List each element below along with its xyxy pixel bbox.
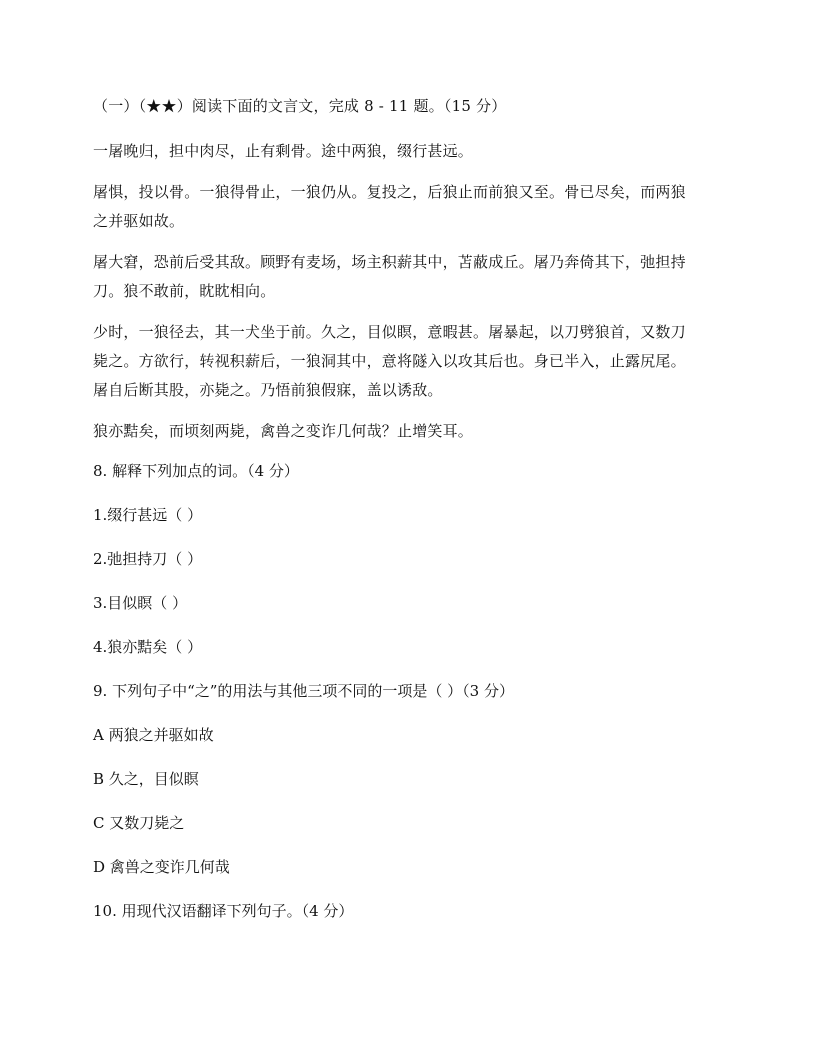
question-9-option-d: D 禽兽之变诈几何哉 [93,858,230,876]
question-8-item-2: 2.弛担持刀（ ） [93,550,203,568]
passage-paragraph-4 [93,318,729,405]
question-8-item-1: 1.缀行甚远（ ） [93,506,203,524]
question-9-option-c: C 又数刀毙之 [93,814,185,832]
question-9-stem: 9. 下列句子中“之”的用法与其他三项不同的一项是（ ）（3 分） [93,682,514,700]
passage-line: 屠自后断其股，亦毙之。乃悟前狼假寐，盖以诱敌。 [93,381,443,399]
document-page [93,93,729,942]
passage-line: 一屠晚归，担中肉尽，止有剩骨。途中两狼，缀行甚远。 [93,142,474,160]
question-8-stem: 8. 解释下列加点的词。（4 分） [93,462,299,480]
passage-line: 屠惧，投以骨。一狼得骨止，一狼仍从。复投之，后狼止而前狼又至。骨已尽矣，而两狼 [93,183,686,201]
passage-line: 之并驱如故。 [93,212,185,230]
question-8-item-4: 4.狼亦黠矣（ ） [93,638,203,656]
section-header: （一）（★★）阅读下面的文言文，完成 8 - 11 题。（15 分） [93,97,507,115]
passage-line: 刀。狼不敢前，眈眈相向。 [93,282,276,300]
question-10-stem: 10. 用现代汉语翻译下列句子。（4 分） [93,902,354,920]
passage-paragraph-3 [93,248,729,306]
question-9-option-b: B 久之，目似瞑 [93,770,199,788]
passage-line: 屠大窘，恐前后受其敌。顾野有麦场，场主积薪其中，苫蔽成丘。屠乃奔倚其下，弛担持 [93,253,686,271]
passage-paragraph-5 [93,417,729,446]
passage-paragraph-1 [93,137,729,166]
passage-line: 毙之。方欲行，转视积薪后，一狼洞其中，意将隧入以攻其后也。身已半入，止露尻尾。 [93,352,686,370]
passage-paragraph-2 [93,178,729,236]
passage-line: 狼亦黠矣，而顷刻两毙，禽兽之变诈几何哉？止增笑耳。 [93,422,474,440]
question-9-option-a: A 两狼之并驱如故 [93,726,214,744]
question-8-item-3: 3.目似瞑（ ） [93,594,188,612]
passage-line: 少时，一狼径去，其一犬坐于前。久之，目似瞑，意暇甚。屠暴起，以刀劈狼首，又数刀 [93,323,686,341]
